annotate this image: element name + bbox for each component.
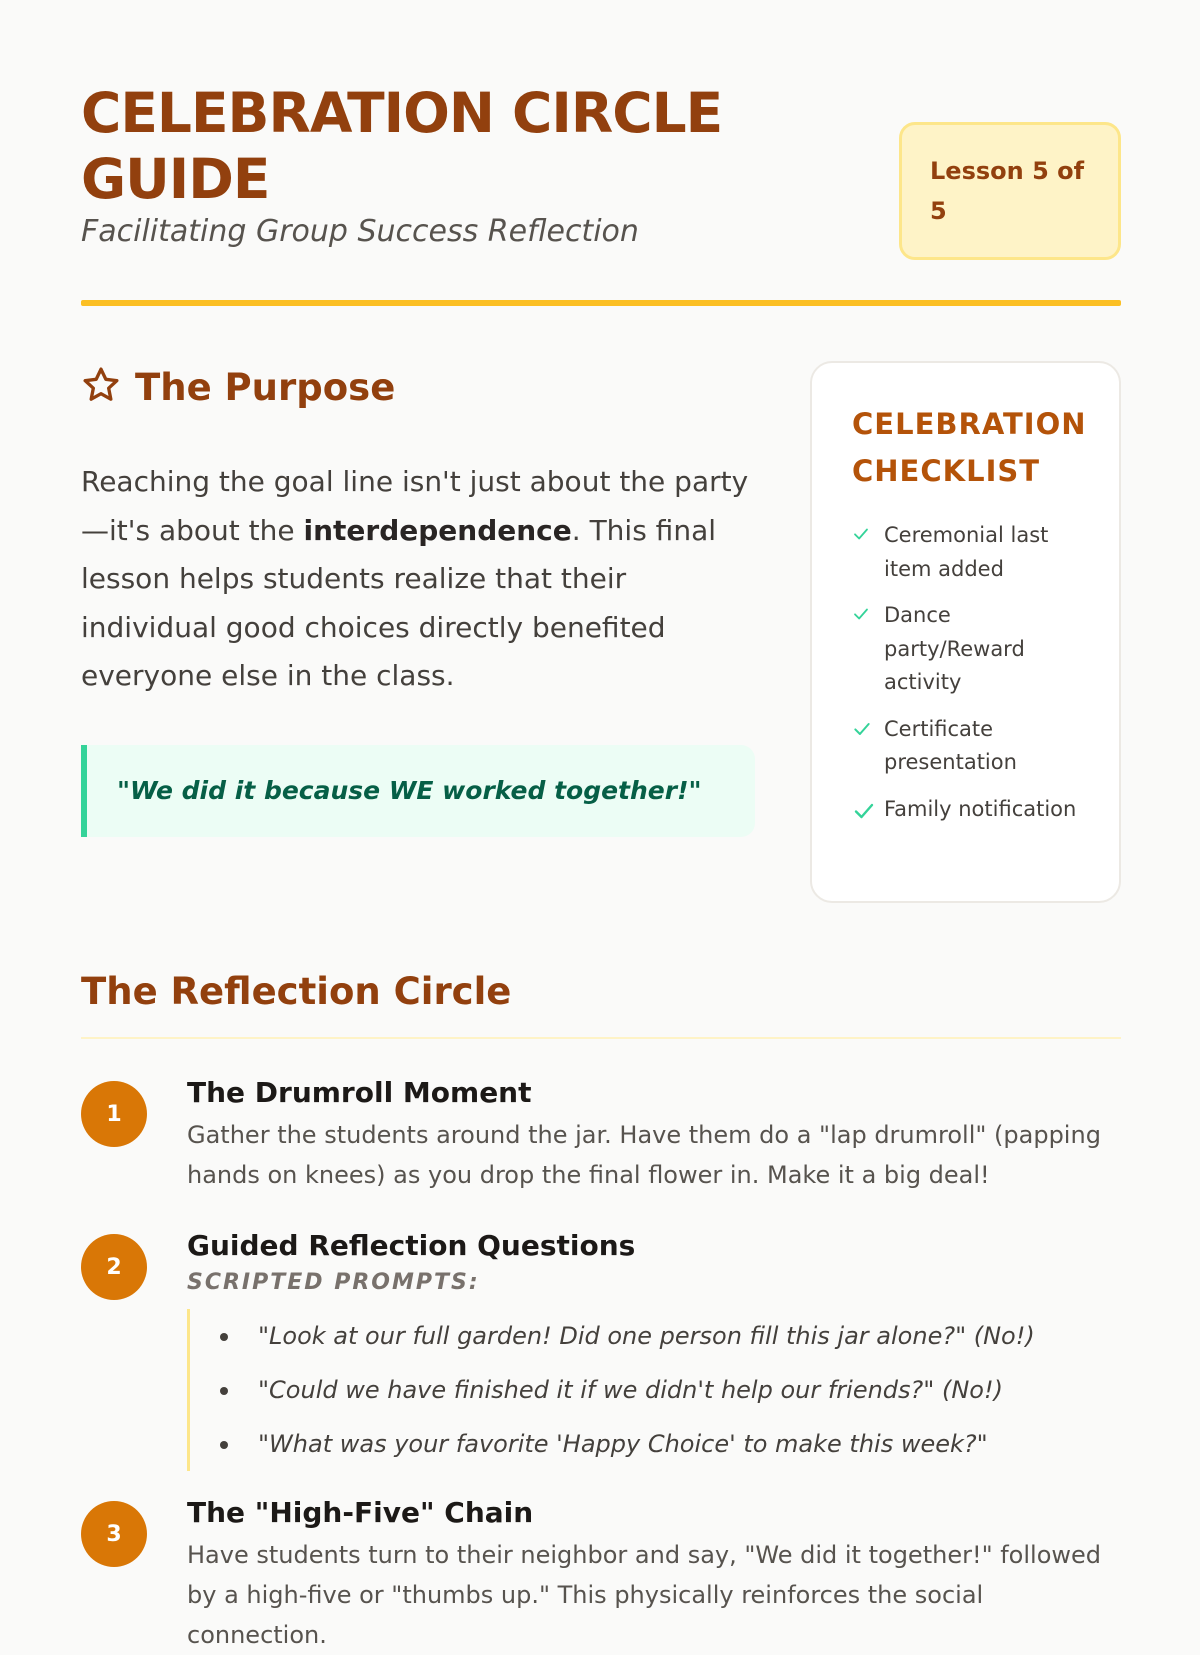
purpose-paragraph [81, 458, 761, 701]
checklist-item [852, 713, 1089, 780]
reflection-divider [81, 1037, 1121, 1039]
purpose-quote: "We did it because WE worked together!" [81, 745, 755, 837]
step-title: Guided Reflection Questions [187, 1229, 636, 1262]
checklist-item-label: Dance party/Reward activity [884, 603, 1025, 694]
page-subtitle: Facilitating Group Success Reflection [81, 214, 639, 249]
purpose-heading [81, 360, 761, 414]
checklist-item [852, 793, 1089, 827]
purpose-text-end: . This final lesson helps students realize that their individual good choices directly benefited everyone else in the class. [81, 513, 717, 692]
purpose-text-start: Reaching the goal line isn't just about the party—it's about the [81, 465, 749, 547]
step-number-badge: 3 [81, 1501, 147, 1567]
check-icon [852, 605, 874, 700]
prompt-item: "Look at our full garden! Did one person fill this jar alone?" (No!) [216, 1309, 1121, 1363]
purpose-title: The Purpose [135, 365, 396, 409]
check-icon [852, 799, 874, 827]
header-divider [81, 300, 1121, 306]
purpose-section [81, 360, 761, 837]
check-icon [852, 719, 874, 780]
checklist-item [852, 519, 1089, 586]
step-content [187, 1496, 1121, 1655]
checklist-title: CELEBRATION CHECKLIST [852, 407, 1087, 488]
step-title: The Drumroll Moment [187, 1076, 532, 1109]
checklist-item-label: Certificate presentation [884, 716, 1017, 774]
prompt-list [187, 1309, 1121, 1471]
guide-header [81, 80, 1121, 300]
prompt-item: "What was your favorite 'Happy Choice' to make this week?" [216, 1417, 1121, 1471]
prompts-label: SCRIPTED PROMPTS: [187, 1270, 480, 1295]
step-description: Gather the students around the jar. Have them do a "lap drumroll" (papping hands on knees) as you drop the final flower in. Make it a big deal! [187, 1121, 1101, 1189]
lesson-badge: Lesson 5 of 5 [899, 122, 1121, 260]
step-title: The "High-Five" Chain [187, 1496, 534, 1529]
step-number-badge: 1 [81, 1081, 147, 1147]
page-title: CELEBRATION CIRCLE GUIDE [81, 81, 723, 211]
checklist-item-label: Ceremonial last item added [884, 523, 1049, 581]
step-number-badge: 2 [81, 1234, 147, 1300]
reflection-title: The Reflection Circle [81, 970, 512, 1013]
star-icon [81, 365, 135, 409]
checklist-item [852, 599, 1089, 700]
step-content [187, 1229, 1121, 1471]
step-content [187, 1076, 1121, 1195]
checklist-item-label: Family notification [884, 796, 1077, 821]
purpose-emphasis: interdependence [303, 513, 572, 547]
step-description: Have students turn to their neighbor and say, "We did it together!" followed by a high-five or "thumbs up." This physically reinforces the social connection. [187, 1541, 1102, 1649]
celebration-checklist [810, 361, 1121, 903]
check-icon [852, 525, 874, 586]
prompt-item: "Could we have finished it if we didn't help our friends?" (No!) [216, 1363, 1121, 1417]
